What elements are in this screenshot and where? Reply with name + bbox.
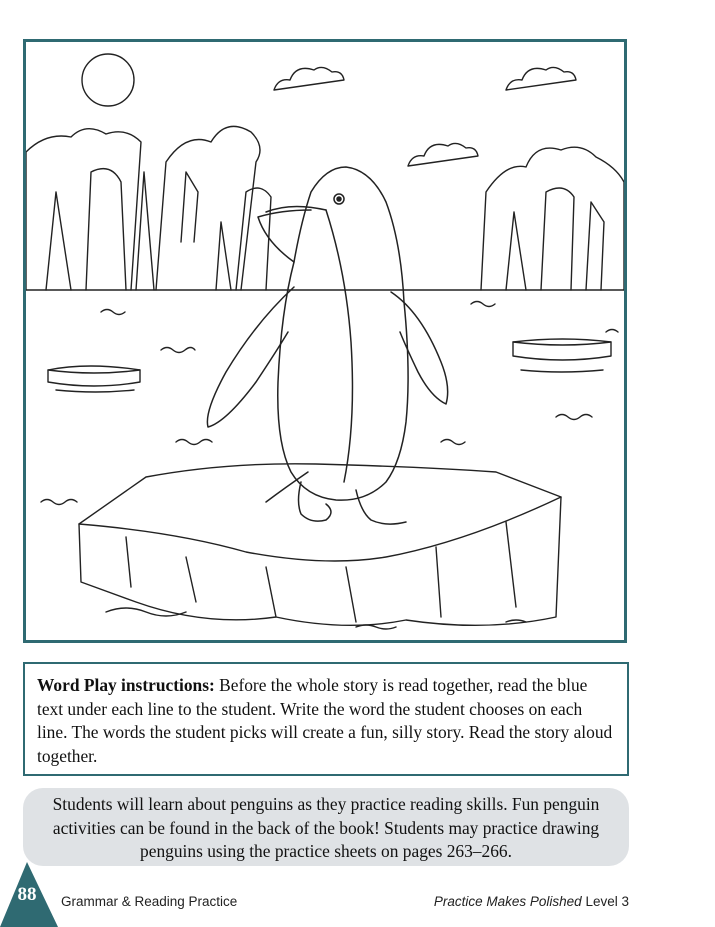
footer-left-title: Grammar & Reading Practice <box>61 894 238 909</box>
book-title: Practice Makes Polished <box>433 894 582 909</box>
ice-floe-left <box>48 366 140 392</box>
cloud-icon <box>274 67 344 90</box>
note-text: Students will learn about penguins as they practice reading skills. Fun penguin activities can be found in the back of the book! Students may practice drawing penguins using the practice sheets on pages 263–266. <box>52 794 600 861</box>
cloud-icon <box>506 67 576 90</box>
ice-mountains-left <box>26 126 271 290</box>
word-play-instructions <box>23 662 629 776</box>
penguin-coloring-illustration <box>23 39 627 643</box>
instructions-text: Before the whole story is read together, read the blue text under each line to the student. Write the word the student chooses on each line. The words the student picks will create a fun, silly story. Read the story aloud together. <box>37 675 613 766</box>
instructions-label: Word Play instructions: <box>37 675 215 695</box>
sun-icon <box>82 54 134 106</box>
footer-right-title <box>434 894 629 909</box>
iceberg <box>79 464 561 626</box>
book-level: Level 3 <box>581 894 629 909</box>
ice-floe-right <box>513 339 611 372</box>
water-ripples <box>41 302 618 630</box>
ice-mountains-right <box>481 147 624 290</box>
page-number: 88 <box>17 884 37 905</box>
penguin-note <box>23 788 629 866</box>
penguin-drawing <box>26 42 624 640</box>
cloud-icon <box>408 143 478 166</box>
